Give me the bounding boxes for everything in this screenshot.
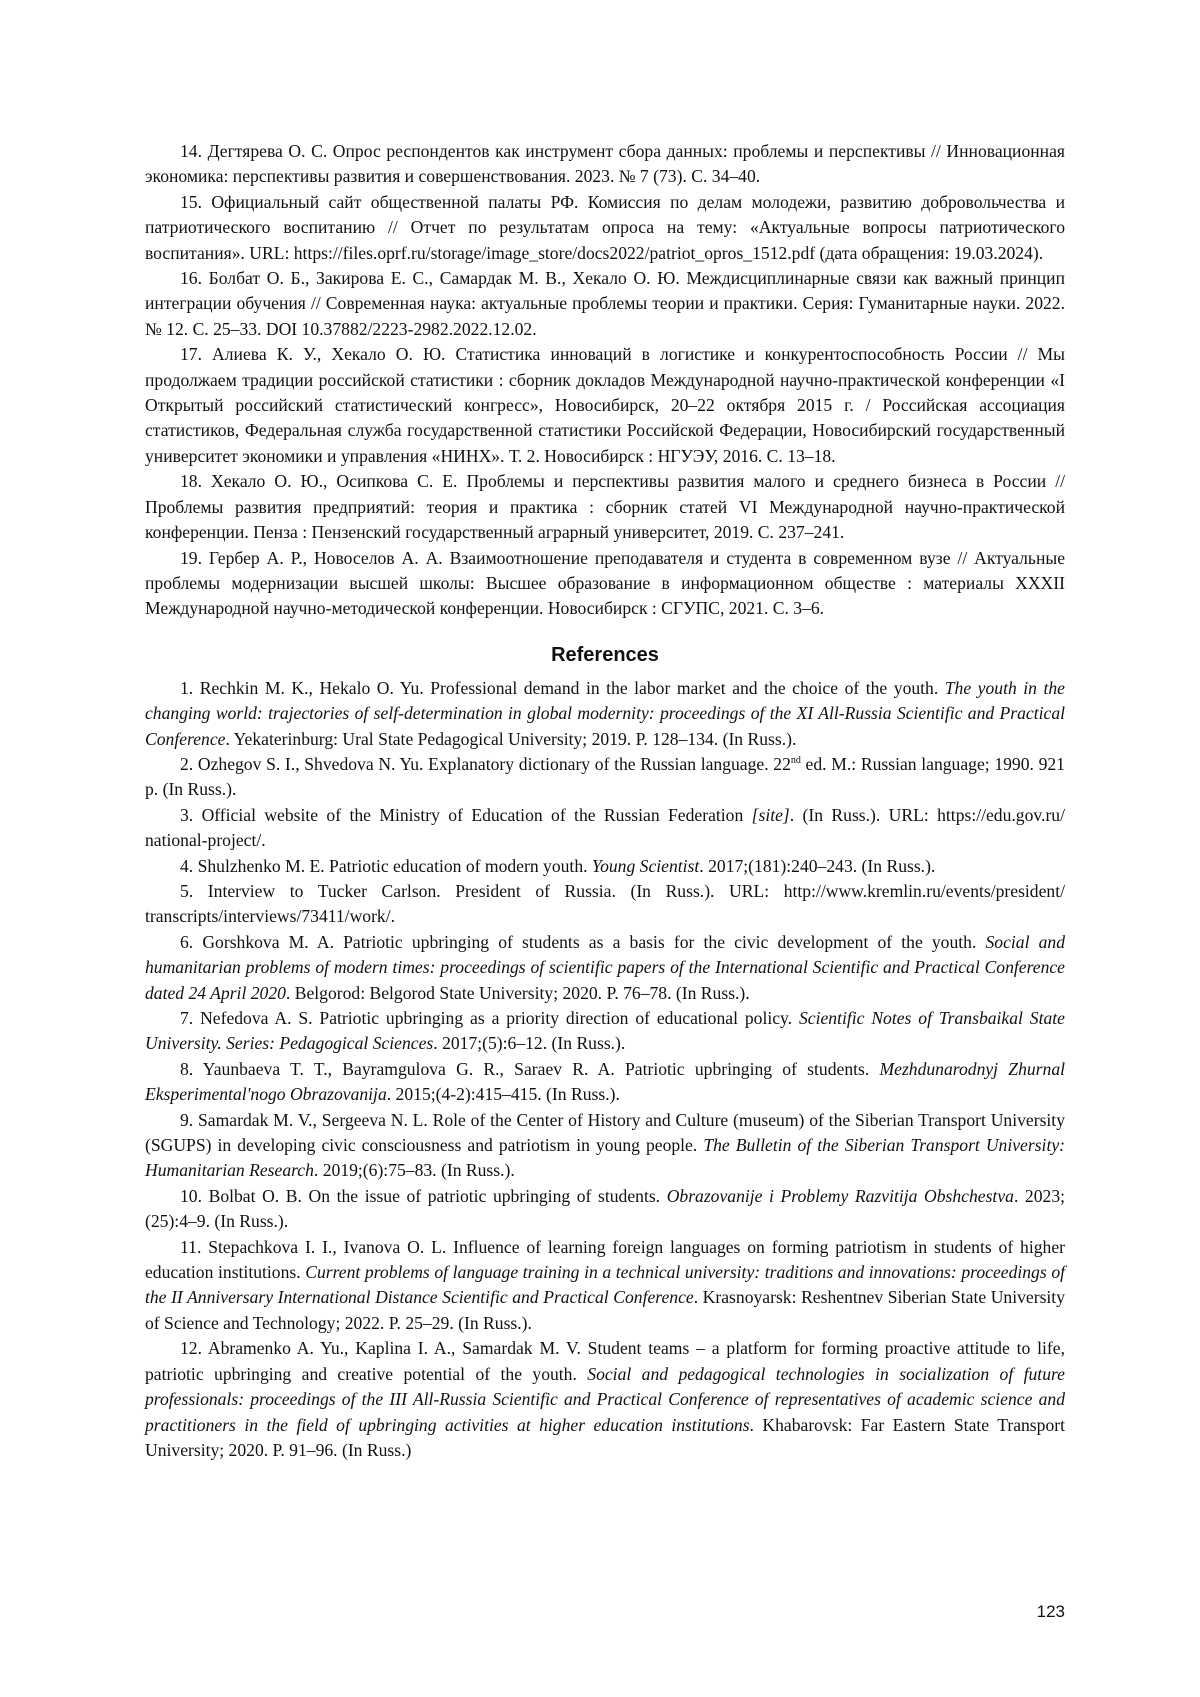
reference-details: . 2015;(4-2):415–415. (In Russ.). [386,1084,620,1105]
reference-details: . (In Russ.). URL: https://edu.gov.ru/ national-project/. [145,804,1065,851]
references-heading: References [551,643,659,666]
reference-source: Social and pedagogical technologies in socialization of future professionals: proceedings of the III All-Russia Scientific and Practical Conference of representatives of academic science and practitioners in the field of upbringing activities at higher education institutions [145,1363,1065,1435]
reference-item: 14. Дегтярева О. С. Опрос респондентов как инструмент сбора данных: проблемы и перспективы // Инновационная экономика: перспективы развития и совершенствования. 2023. № 7 (73). С. 34–40. [145,141,1065,187]
english-reference-list [145,676,1065,1464]
reference-authors-title: 3. Official website of the Ministry of Education of the Russian Federation [180,804,752,825]
reference-source: Young Scientist [591,855,700,876]
page-number: 123 [1036,1602,1065,1621]
reference-item [145,1108,1065,1184]
reference-source: [site] [751,804,790,825]
reference-superscript: nd [790,755,801,767]
reference-item: 16. Болбат О. Б., Закирова Е. С., Самардак М. В., Хекало О. Ю. Междисциплинарные связи как важный принцип интеграции обучения // Современная наука: актуальные проблемы теории и практики. Серия: Гуманитарные науки. 2022. № 12. С. 25–33. DOI 10.37882/2223-2982.2022.12.02. [145,268,1065,339]
reference-item [145,676,1065,752]
reference-authors-title: 8. Yaunbaeva T. T., Bayramgulova G. R., Saraev R. A. Patriotic upbringing of students. [180,1058,880,1079]
reference-authors-title: 5. Interview to Tucker Carlson. President of Russia. (In Russ.). URL: http://www.kremlin.ru/events/president/ transcripts/interviews/73411/work/. [145,880,1065,927]
reference-authors-title: 10. Bolbat O. B. On the issue of patriotic upbringing of students. [180,1185,667,1206]
reference-item: 15. Официальный сайт общественной палаты РФ. Комиссия по делам молодежи, развитию добровольчества и патриотического воспитанию // Отчет по результатам опроса на тему: «Актуальные вопросы патриотического воспитания». URL: https://files.oprf.ru/storage/image_store/docs2022/patriot_opros_1512.pdf (дата обращения: 19.03.2024). [145,191,1065,263]
reference-item [145,1184,1065,1235]
page-content [145,139,1065,1463]
reference-details: ed. M.: Russian language; 1990. 921 p. (In Russ.). [145,753,1065,800]
reference-source: Obrazovanije i Problemy Razvitija Obshchestva [666,1185,1014,1206]
reference-authors-title: 12. Abramenko A. Yu., Kaplina I. A., Samardak M. V. Student teams – a platform for forming proactive attitude to life, patriotic upbringing and creative potential of the youth. [145,1338,1065,1384]
reference-item [145,1336,1065,1463]
reference-details: . 2019;(6):75–83. (In Russ.). [313,1160,515,1181]
reference-authors-title: 9. Samardak M. V., Sergeeva N. L. Role of the Center of History and Culture (museum) of the Siberian Transport University (SGUPS) in developing civic consciousness and patriotism in young people. [145,1109,1065,1156]
reference-item [145,1006,1065,1057]
reference-details: . 2017;(5):6–12. (In Russ.). [433,1033,626,1054]
reference-authors-title: 4. Shulzhenko M. E. Patriotic education of modern youth. [180,855,592,876]
reference-item [145,930,1065,1006]
reference-source: Scientific Notes of Transbaikal State University. Series: Pedagogical Sciences [145,1008,1065,1054]
reference-item [145,854,1065,879]
reference-authors-title: 2. Ozhegov S. I., Shvedova N. Yu. Explanatory dictionary of the Russian language. 22 [180,753,791,774]
reference-item [145,803,1065,854]
reference-authors-title: 6. Gorshkova M. A. Patriotic upbringing of students as a basis for the civic development of the youth. [180,931,986,952]
reference-source: Mezhdunarodnyj Zhurnal Eksperimental'nogo Obrazovanija [145,1058,1065,1105]
reference-authors-title: 7. Nefedova A. S. Patriotic upbringing as a priority direction of educational policy. [180,1008,799,1028]
reference-item: 19. Гербер А. Р., Новоселов А. А. Взаимоотношение преподавателя и студента в современном вузе // Актуальные проблемы модернизации высшей школы: Высшее образование в информационном обществе : материалы XXXII Международной научно-методической конференции. Новосибирск : СГУПС, 2021. С. 3–6. [145,547,1065,619]
reference-source: The youth in the changing world: trajectories of self-determination in global modernity: proceedings of the XI All-Russia Scientific and Practical Conference [145,677,1065,749]
reference-item: 18. Хекало О. Ю., Осипкова С. Е. Проблемы и перспективы развития малого и среднего бизнеса в России // Проблемы развития предприятий: теория и практика : сборник статей VI Международной научно-практической конференции. Пенза : Пензенский государственный аграрный университет, 2019. С. 237–241. [145,471,1065,543]
reference-item [145,752,1065,803]
reference-details: . Khabarovsk: Far Eastern State Transport University; 2020. P. 91–96. (In Russ.) [145,1414,1065,1460]
reference-item: 17. Алиева К. У., Хекало О. Ю. Статистика инноваций в логистике и конкурентоспособность России // Мы продолжаем традиции российской статистики : сборник докладов Международной научно-практической конференции «I Открытый российский статистический конгресс», Новосибирск, 20–22 октября 2015 г. / Российская ассоциация статистиков, Федеральная служба государственной статистики Российской Федерации, Новосибирский государственный университет экономики и управления «НИНХ». Т. 2. Новосибирск : НГУЭУ, 2016. С. 13–18. [145,344,1065,466]
reference-item [145,879,1065,930]
reference-item [145,1057,1065,1108]
reference-item [145,1235,1065,1337]
reference-details: . Belgorod: Belgorod State University; 2020. P. 76–78. (In Russ.). [285,982,750,1003]
reference-authors-title: 1. Rechkin M. K., Hekalo O. Yu. Professional demand in the labor market and the choice of the youth. [180,677,945,698]
reference-authors-title: 11. Stepachkova I. I., Ivanova O. L. Influence of learning foreign languages on forming patriotism in students of higher education institutions. [145,1236,1065,1283]
reference-details: . Yekaterinburg: Ural State Pedagogical University; 2019. P. 128–134. (In Russ.). [225,728,797,749]
reference-source: Current problems of language training in a technical university: traditions and innovations: proceedings of the II Anniversary International Distance Scientific and Practical Conference [145,1262,1066,1308]
reference-source: The Bulletin of the Siberian Transport University: Humanitarian Research [145,1135,1066,1181]
reference-details: . Krasnoyarsk: Reshentnev Siberian State University of Science and Technology; 2022. P. 25–29. (In Russ.). [145,1287,1065,1333]
reference-details: . 2017;(181):240–243. (In Russ.). [699,855,936,876]
reference-details: . 2023;(25):4–9. (In Russ.). [145,1185,1066,1232]
russian-reference-list [145,139,1065,622]
reference-source: Social and humanitarian problems of modern times: proceedings of scientific papers of the International Scientific and Practical Conference dated 24 April 2020 [145,931,1066,1003]
